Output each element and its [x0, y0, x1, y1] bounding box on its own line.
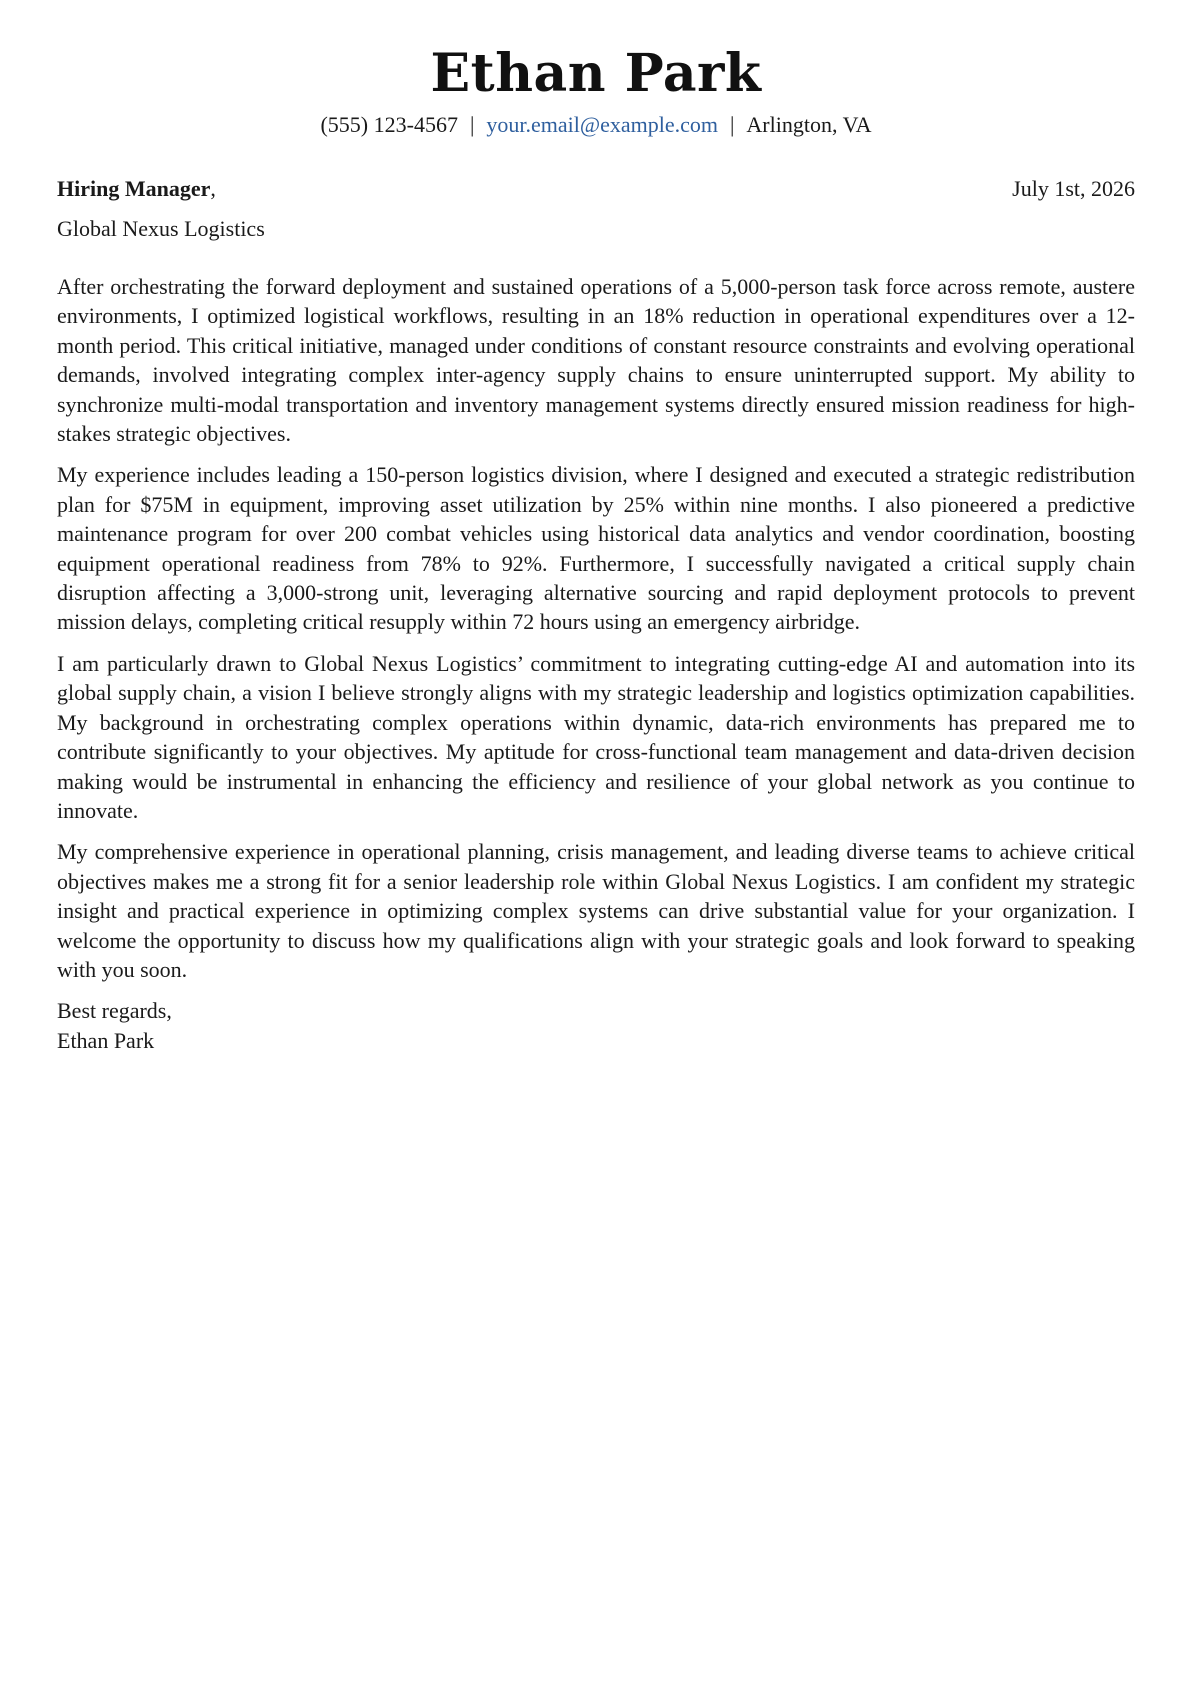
recipient-company: Global Nexus Logistics [57, 216, 265, 241]
letter-closing [57, 996, 1135, 1055]
signoff: Best regards, [57, 998, 172, 1024]
contact-separator: | [730, 112, 735, 137]
phone-number: (555) 123-4567 [320, 112, 458, 137]
recipient-row [57, 174, 1135, 204]
location: Arlington, VA [746, 112, 872, 137]
cover-letter-page [57, 0, 1135, 1055]
contact-separator: | [469, 112, 475, 137]
signature-name: Ethan Park [57, 1027, 155, 1053]
contact-line [57, 110, 1135, 140]
body-paragraph: My comprehensive experience in operational planning, crisis management, and leading diverse teams to achieve critical objectives makes me a strong fit for a senior leadership role within Global Nexus Logistics. I am confident my strategic insight and practical experience in optimizing complex systems can drive substantial value for your organization. I welcome the opportunity to discuss how my qualifications align with your strategic goals and look forward to speaking with you soon. [57, 839, 1135, 982]
recipient-title-text: Hiring Manager [57, 176, 211, 201]
applicant-name: Ethan Park [430, 43, 762, 104]
body-paragraph: My experience includes leading a 150-person logistics division, where I designed and executed a strategic redistribution plan for $75M in equipment, improving asset utilization by 25% within nine months. I also pioneered a predictive maintenance program for over 200 combat vehicles using historical data analytics and vendor coordination, boosting equipment operational readiness from 78% to 92%. Furthermore, I successfully navigated a critical supply chain disruption affecting a 3,000-strong unit, leveraging alternative sourcing and rapid deployment protocols to prevent mission delays, completing critical resupply within 72 hours using an emergency airbridge. [57, 462, 1135, 635]
recipient-title [57, 174, 216, 204]
recipient-title-suffix: , [210, 176, 216, 201]
letter-header [57, 42, 1135, 140]
email-link[interactable]: your.email@example.com [486, 112, 719, 137]
body-paragraph: After orchestrating the forward deployment and sustained operations of a 5,000-person task force across remote, austere environments, I optimized logistical workflows, resulting in an 18% reduction in operational expenditures over a 12-month period. This critical initiative, managed under conditions of constant resource constraints and evolving operational demands, involved integrating complex inter-agency supply chains to ensure uninterrupted support. My ability to synchronize multi-modal transportation and inventory management systems directly ensured mission readiness for high-stakes strategic objectives. [57, 274, 1135, 447]
letter-date: July 1st, 2026 [1012, 176, 1135, 201]
letter-body [57, 272, 1135, 984]
body-paragraph: I am particularly drawn to Global Nexus Logistics’ commitment to integrating cutting-edge AI and automation into its global supply chain, a vision I believe strongly aligns with my strategic leadership and logistics optimization capabilities. My background in orchestrating complex operations within dynamic, data-rich environments has prepared me to contribute significantly to your objectives. My aptitude for cross-functional team management and data-driven decision making would be instrumental in enhancing the efficiency and resilience of your global network as you continue to innovate. [57, 650, 1135, 823]
